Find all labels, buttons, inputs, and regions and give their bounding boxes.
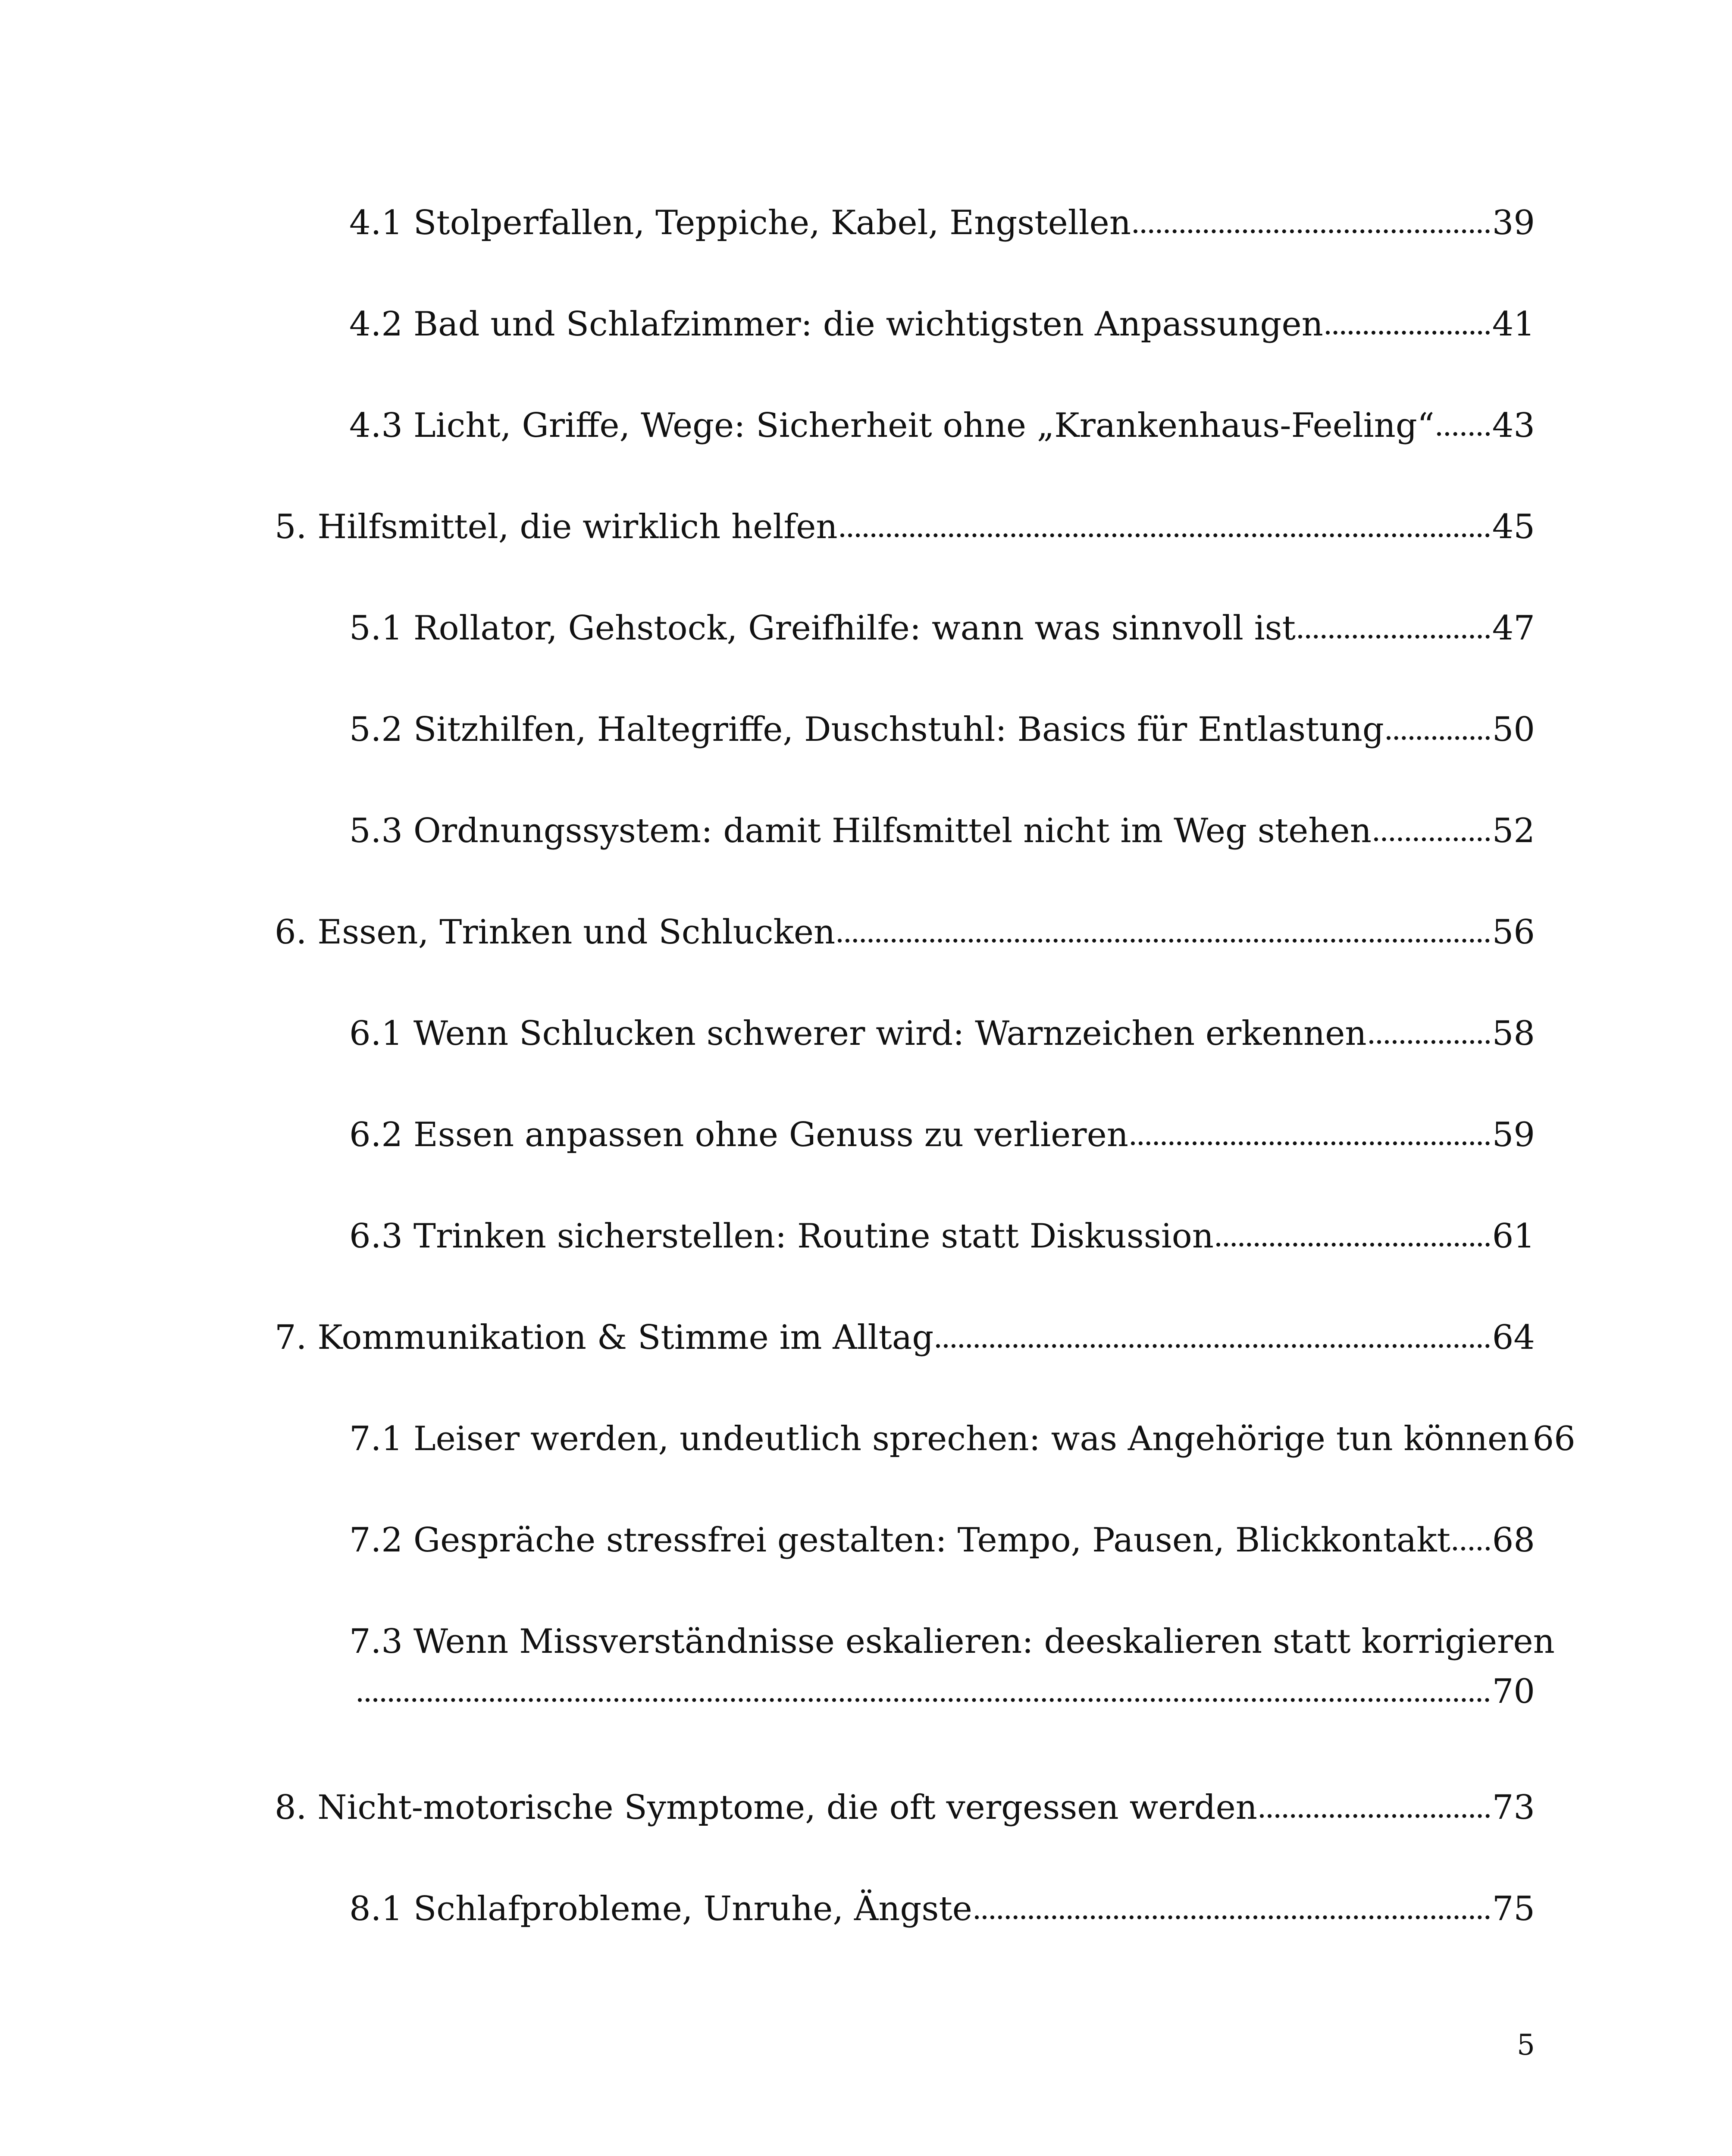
toc-entry-title: 4.3 Licht, Griffe, Wege: Sicherheit ohne „Krankenhaus-Feeling“ xyxy=(349,406,1434,445)
toc-entry-page: 75 xyxy=(1492,1890,1535,1928)
toc-entry[interactable] xyxy=(349,406,1535,445)
toc-dot-leader xyxy=(1326,331,1490,335)
toc-entry[interactable] xyxy=(349,814,1535,848)
toc-entry-page: 39 xyxy=(1492,204,1535,242)
toc-entry[interactable] xyxy=(349,1014,1535,1053)
toc-entry-title: 5.1 Rollator, Gehstock, Greifhilfe: wann was sinnvoll ist xyxy=(349,609,1296,648)
toc-entry-page: 73 xyxy=(1492,1788,1535,1827)
toc-dot-leader xyxy=(1216,1243,1490,1247)
toc-entry-page: 59 xyxy=(1492,1116,1535,1154)
toc-dot-leader xyxy=(1369,1040,1490,1044)
toc-entry-title: 6.1 Wenn Schlucken schwerer wird: Warnzeichen erkennen xyxy=(349,1014,1367,1053)
toc-dot-leader xyxy=(1134,229,1490,233)
toc-entry-title: 7.1 Leiser werden, undeutlich sprechen: was Angehörige tun können xyxy=(349,1420,1529,1458)
toc-entry-title: 4.2 Bad und Schlafzimmer: die wichtigsten Anpassungen xyxy=(349,305,1323,344)
toc-entry-page: 61 xyxy=(1492,1217,1535,1256)
toc-dot-leader xyxy=(1453,1547,1490,1551)
toc-entry[interactable] xyxy=(349,1118,1535,1152)
toc-entry[interactable] xyxy=(349,206,1535,240)
page-number: 5 xyxy=(1517,2028,1535,2062)
toc-dot-leader xyxy=(840,533,1490,537)
toc-entry-page: 66 xyxy=(1532,1420,1575,1458)
toc-entry-page: 43 xyxy=(1492,406,1535,445)
toc-entry-page: 41 xyxy=(1492,305,1535,344)
toc-entry[interactable] xyxy=(275,1318,1535,1357)
toc-entry-title: 7. Kommunikation & Stimme im Alltag xyxy=(275,1318,934,1357)
toc-entry[interactable] xyxy=(275,1788,1535,1827)
toc-entry-page: 52 xyxy=(1492,812,1535,850)
toc-entry[interactable] xyxy=(275,510,1535,544)
toc-entry-title: 6.2 Essen anpassen ohne Genuss zu verlieren xyxy=(349,1116,1128,1154)
toc-entry-title: 5.2 Sitzhilfen, Haltegriffe, Duschstuhl: Basics für Entlastung xyxy=(349,710,1384,749)
toc-dot-leader xyxy=(1387,736,1490,740)
toc-entry-page: 58 xyxy=(1492,1014,1535,1053)
toc-dot-leader xyxy=(1298,635,1490,639)
toc-entry-page: 56 xyxy=(1492,913,1535,952)
toc-entry-title: 8.1 Schlafprobleme, Unruhe, Ängste xyxy=(349,1890,972,1928)
toc-dot-leader xyxy=(1437,432,1490,436)
toc-entry[interactable] xyxy=(349,609,1535,648)
toc-entry[interactable] xyxy=(349,1217,1535,1256)
toc-entry-page: 50 xyxy=(1492,710,1535,749)
toc-entry[interactable] xyxy=(349,710,1535,749)
toc-entry-continuation xyxy=(349,1672,1535,1711)
toc-dot-leader xyxy=(838,939,1490,943)
toc-entry-title: 7.2 Gespräche stressfrei gestalten: Tempo, Pausen, Blickkontakt xyxy=(349,1521,1450,1560)
toc-entry[interactable] xyxy=(349,1622,1555,1711)
toc-dot-leader xyxy=(1374,837,1490,841)
toc-dot-leader xyxy=(1131,1141,1490,1145)
toc-entry-title: 7.3 Wenn Missverständnisse eskalieren: deeskalieren statt korrigieren xyxy=(349,1622,1555,1661)
toc-entry[interactable] xyxy=(349,1892,1535,1926)
toc-dot-leader xyxy=(358,1698,1490,1702)
toc-entry[interactable] xyxy=(349,305,1535,344)
toc-entry[interactable] xyxy=(349,1420,1575,1458)
toc-entry-page: 45 xyxy=(1492,508,1535,546)
toc-entry[interactable] xyxy=(349,1521,1535,1560)
toc-entry-title: 5.3 Ordnungssystem: damit Hilfsmittel nicht im Weg stehen xyxy=(349,812,1372,850)
toc-entry-title: 5. Hilfsmittel, die wirklich helfen xyxy=(275,508,838,546)
toc-dot-leader xyxy=(1260,1814,1490,1818)
toc-entry-title: 8. Nicht-motorische Symptome, die oft vergessen werden xyxy=(275,1788,1257,1827)
toc-entry-page: 64 xyxy=(1492,1318,1535,1357)
toc-entry-title: 4.1 Stolperfallen, Teppiche, Kabel, Engstellen xyxy=(349,204,1131,242)
toc-dot-leader xyxy=(936,1344,1489,1348)
toc-entry-page: 68 xyxy=(1492,1521,1535,1560)
toc-entry-page: 70 xyxy=(1492,1672,1535,1711)
toc-entry-title: 6.3 Trinken sicherstellen: Routine statt Diskussion xyxy=(349,1217,1214,1256)
toc-entry-page: 47 xyxy=(1492,609,1535,648)
toc-dot-leader xyxy=(975,1915,1490,1919)
toc-entry-title: 6. Essen, Trinken und Schlucken xyxy=(275,913,836,952)
toc-entry[interactable] xyxy=(275,913,1535,952)
